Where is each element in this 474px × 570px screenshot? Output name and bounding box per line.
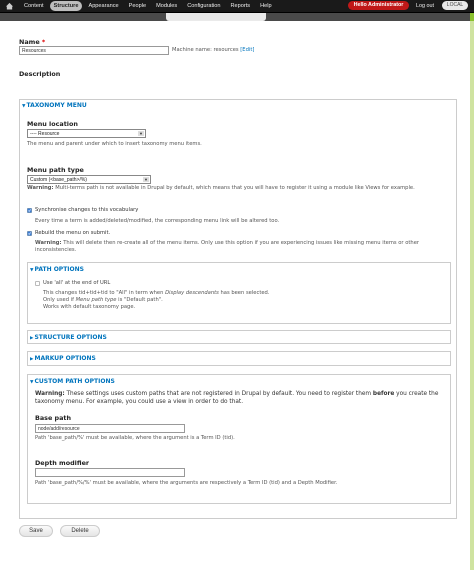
base-path-label: Base path bbox=[35, 414, 72, 422]
use-all-description-1 bbox=[43, 290, 270, 297]
toolbar-nav-appearance[interactable]: Appearance bbox=[88, 3, 119, 9]
menu-location-select[interactable] bbox=[27, 129, 146, 138]
warning-text: Multi-terms path is not available in Drupal by default, which means that you will have to register it using a module like Views for example. bbox=[55, 185, 415, 191]
menu-location-description: The menu and parent under which to insert taxonomy menu items. bbox=[27, 141, 202, 147]
sync-description: Every time a term is added/deleted/modified, the corresponding menu link will be altered too. bbox=[35, 218, 280, 224]
expand-triangle-icon: ▶ bbox=[30, 357, 34, 362]
checkmark-icon bbox=[28, 232, 31, 235]
menu-location-value: ---- Resource bbox=[30, 131, 60, 137]
desc-text: Only used if bbox=[43, 297, 76, 303]
toolbar-nav-people[interactable]: People bbox=[128, 3, 147, 9]
menu-path-type-label: Menu path type bbox=[27, 166, 84, 174]
custom-path-options-legend-text: CUSTOM PATH OPTIONS bbox=[34, 378, 115, 385]
logout-link[interactable]: Log out bbox=[416, 3, 434, 9]
rebuild-label[interactable]: Rebuild the menu on submit. bbox=[35, 230, 111, 236]
taxonomy-menu-legend[interactable] bbox=[21, 102, 88, 109]
machine-name bbox=[172, 47, 254, 54]
page-edge-accent bbox=[470, 13, 474, 21]
depth-modifier-label: Depth modifier bbox=[35, 459, 90, 467]
sync-label[interactable]: Synchronise changes to this vocabulary bbox=[35, 207, 139, 213]
collapse-triangle-icon: ▼ bbox=[30, 268, 34, 273]
desc-text: is "Default path". bbox=[116, 297, 163, 303]
path-options-legend[interactable] bbox=[29, 266, 85, 273]
taxonomy-menu-legend-text: TAXONOMY MENU bbox=[26, 102, 87, 109]
depth-modifier-input[interactable] bbox=[35, 468, 185, 477]
desc-text: has been selected. bbox=[218, 290, 270, 296]
rebuild-warning bbox=[35, 240, 453, 254]
warning-label: Warning: bbox=[35, 240, 62, 246]
user-menu-button[interactable]: Hello Administrator bbox=[348, 1, 409, 10]
use-all-description-2 bbox=[43, 297, 163, 304]
shortcut-bar bbox=[0, 13, 474, 21]
collapse-triangle-icon: ▼ bbox=[30, 380, 34, 385]
toolbar-nav-help[interactable]: Help bbox=[260, 3, 272, 9]
toolbar-nav-configuration[interactable]: Configuration bbox=[187, 3, 221, 9]
warning-text: This will delete then re-create all of the menu items. Only use this option if you are experiencing issues like missing menu items or other inconsistencies. bbox=[35, 240, 420, 253]
base-path-input[interactable]: node/add/resource bbox=[35, 424, 185, 433]
menu-path-type-select[interactable] bbox=[27, 175, 151, 184]
rebuild-checkbox[interactable] bbox=[27, 231, 32, 236]
admin-toolbar bbox=[0, 0, 474, 13]
use-all-description-3: Works with default taxonomy page. bbox=[43, 304, 136, 310]
chevron-down-icon: ▼ bbox=[144, 177, 148, 182]
warning-text: These settings uses custom paths that are not registered in Drupal by default. You need to register them bbox=[66, 391, 373, 397]
custom-path-options-legend[interactable] bbox=[29, 378, 116, 385]
base-path-description: Path 'base_path/%' must be available, where the argument is a Term ID (tid). bbox=[35, 435, 235, 441]
path-options-legend-text: PATH OPTIONS bbox=[34, 266, 84, 273]
menu-path-type-value: Custom (<base_path>/%) bbox=[30, 177, 87, 183]
name-label bbox=[19, 38, 45, 46]
use-all-label[interactable]: Use 'all' at the end of URL bbox=[43, 280, 111, 286]
menu-path-type-warning bbox=[27, 185, 415, 192]
structure-options-legend[interactable] bbox=[29, 334, 108, 341]
toolbar-nav-structure[interactable]: Structure bbox=[50, 1, 83, 11]
desc-text: This changes tid+tid+tid to "All" in term when bbox=[43, 290, 166, 296]
sync-checkbox[interactable] bbox=[27, 208, 32, 213]
expand-triangle-icon: ▶ bbox=[30, 336, 34, 341]
markup-options-legend-text: MARKUP OPTIONS bbox=[34, 355, 96, 362]
environment-badge: LOCAL bbox=[442, 1, 468, 10]
use-all-checkbox[interactable] bbox=[35, 281, 40, 286]
desc-emphasis: Menu path type bbox=[75, 297, 117, 303]
menu-location-label: Menu location bbox=[27, 120, 78, 128]
collapse-triangle-icon: ▼ bbox=[22, 104, 26, 109]
home-icon[interactable] bbox=[5, 2, 14, 10]
page-edge bbox=[470, 21, 474, 570]
toolbar-nav-modules[interactable]: Modules bbox=[156, 3, 178, 9]
custom-path-warning bbox=[35, 390, 445, 406]
depth-modifier-description: Path 'base_path/%/%' must be available, where the arguments are respectively a Term ID (tid) and a Depth Modifier. bbox=[35, 480, 338, 486]
toolbar-nav-content[interactable]: Content bbox=[24, 3, 44, 9]
name-input[interactable]: Resources bbox=[19, 46, 169, 55]
description-label: Description bbox=[19, 70, 61, 78]
machine-name-edit-link[interactable]: [Edit] bbox=[240, 47, 255, 53]
markup-options-legend[interactable] bbox=[29, 355, 97, 362]
shortcut-tray bbox=[166, 13, 266, 21]
desc-emphasis: Display descendants bbox=[165, 290, 219, 296]
toolbar-nav bbox=[20, 1, 276, 11]
save-button[interactable]: Save bbox=[19, 525, 53, 537]
warning-text: you create the taxonomy menu. For example, you could use a view in order to do that. bbox=[35, 391, 439, 405]
required-marker: * bbox=[41, 38, 46, 46]
warning-label: Warning: bbox=[35, 391, 65, 397]
warning-label: Warning: bbox=[27, 185, 54, 191]
chevron-down-icon: ▼ bbox=[139, 131, 143, 136]
structure-options-legend-text: STRUCTURE OPTIONS bbox=[34, 334, 107, 341]
delete-button[interactable]: Delete bbox=[60, 525, 100, 537]
checkmark-icon bbox=[28, 209, 31, 212]
warning-emphasis: before bbox=[372, 391, 395, 397]
name-label-text: Name bbox=[19, 38, 40, 46]
toolbar-nav-reports[interactable]: Reports bbox=[230, 3, 251, 9]
machine-name-label: Machine name: resources bbox=[172, 47, 239, 53]
